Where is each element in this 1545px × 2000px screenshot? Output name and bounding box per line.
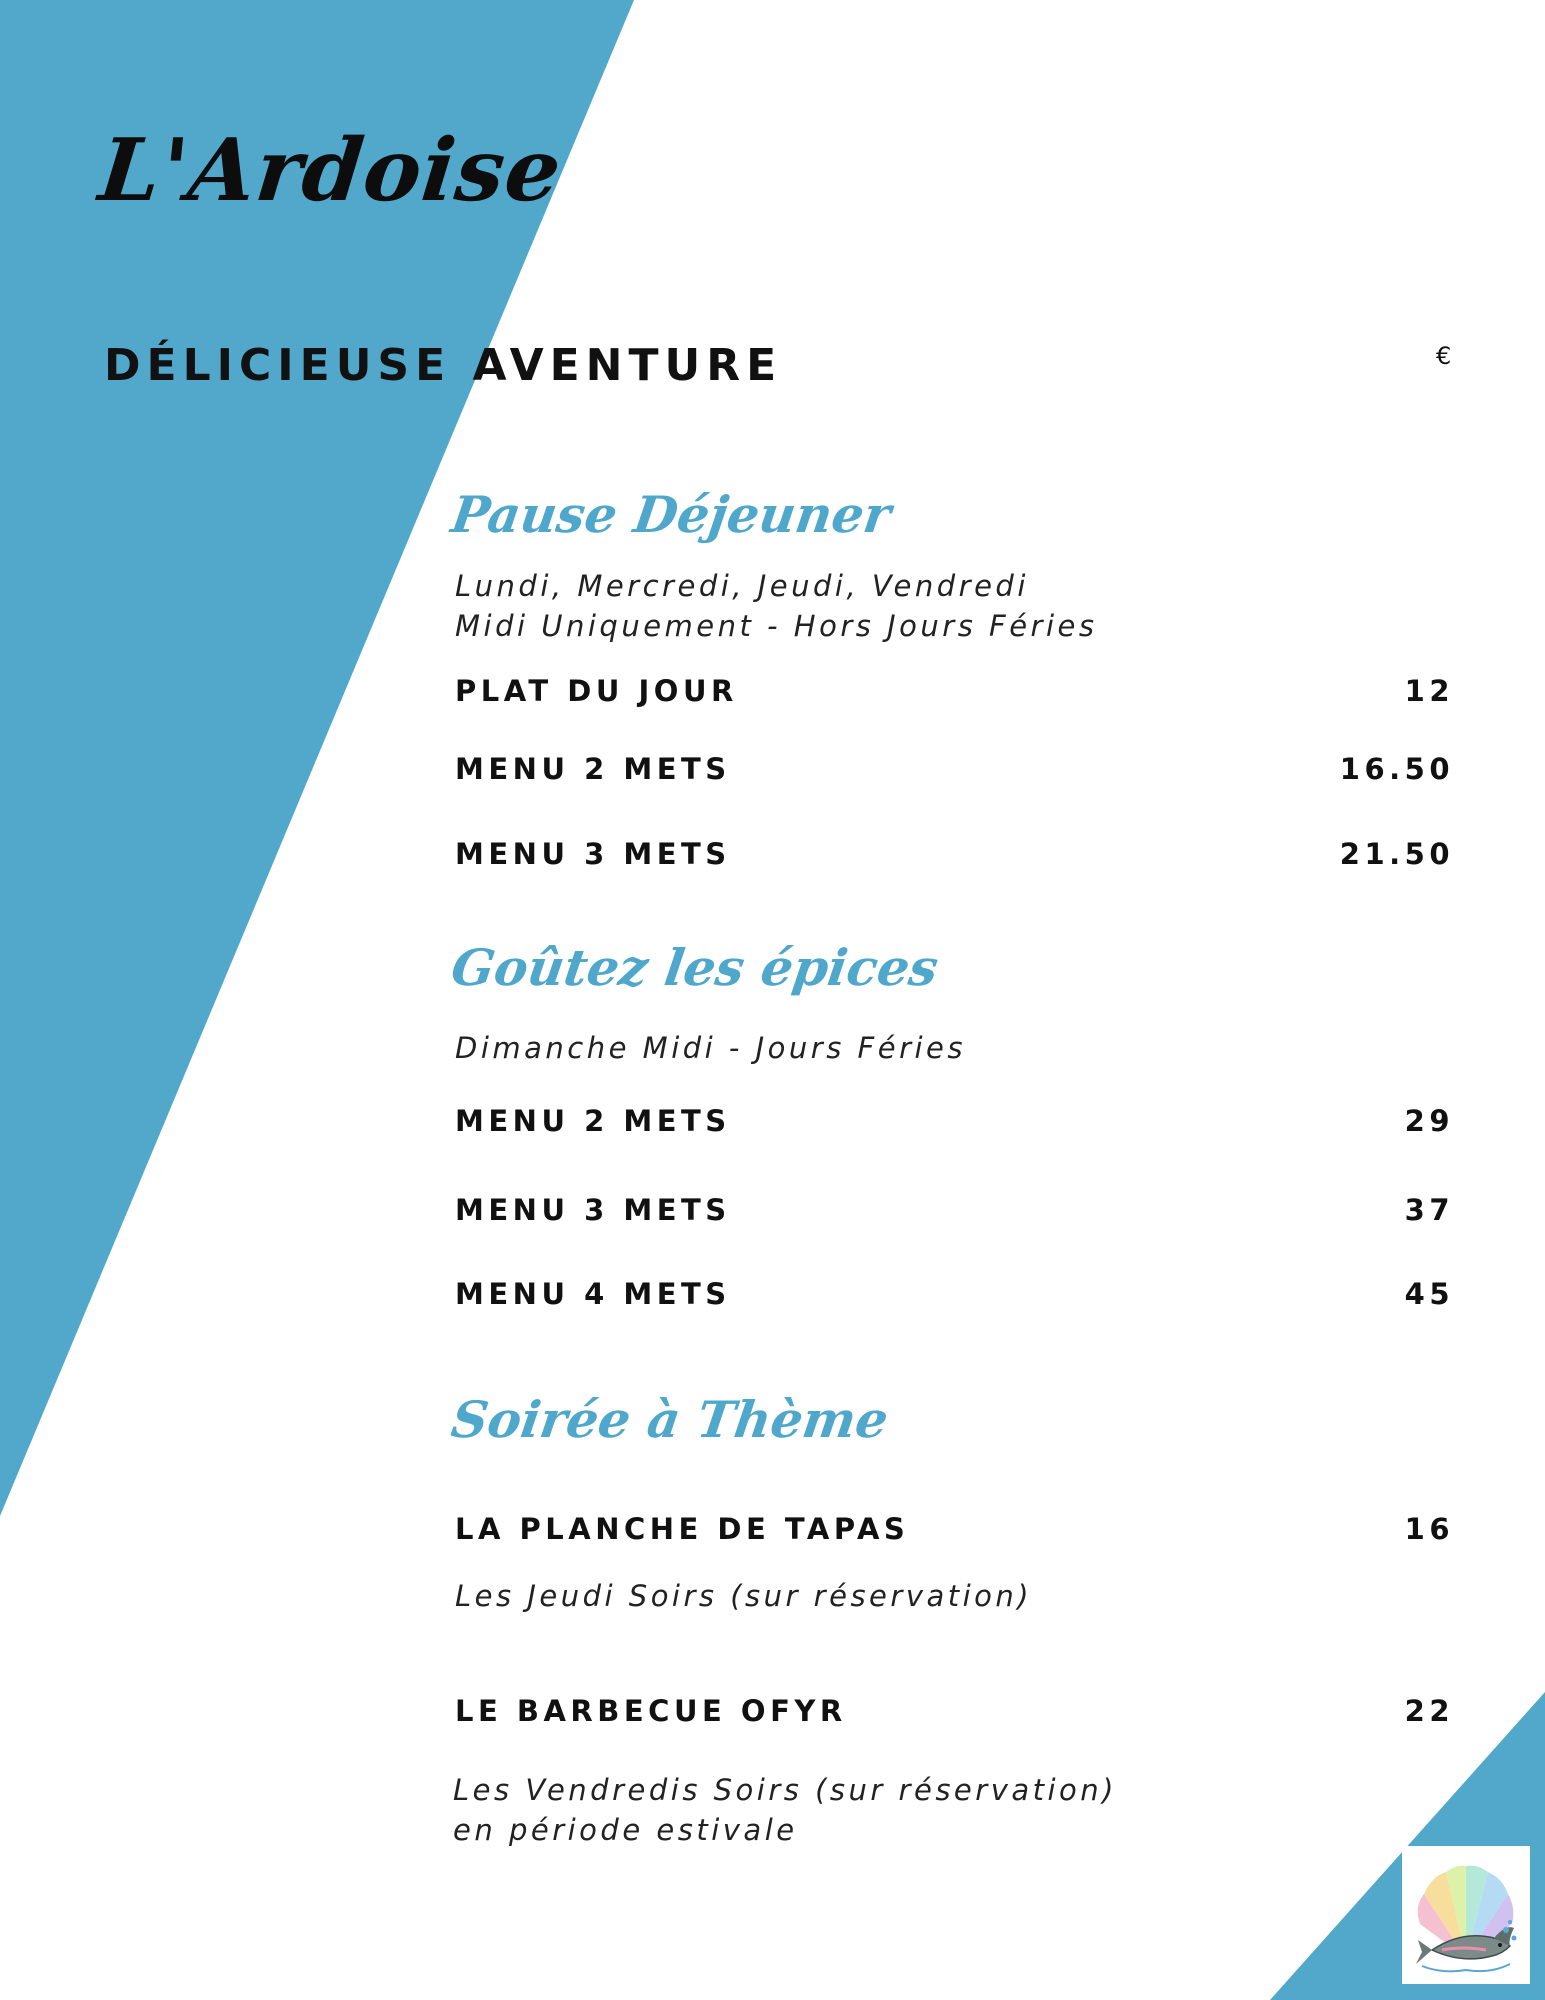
item-price: 16 [1404, 1512, 1454, 1546]
menu-item [455, 752, 1454, 786]
fish-shell-logo-icon [1402, 1846, 1530, 1984]
item-name: MENU 4 METS [455, 1277, 731, 1311]
item-note: en période estivale [453, 1813, 798, 1847]
menu-item [455, 1277, 1454, 1311]
menu-item [455, 1512, 1454, 1546]
item-name: PLAT DU JOUR [455, 674, 738, 708]
item-price: 37 [1404, 1193, 1454, 1227]
item-name: MENU 3 METS [455, 837, 731, 871]
item-price: 29 [1404, 1104, 1454, 1138]
item-name: LA PLANCHE DE TAPAS [455, 1512, 910, 1546]
item-price: 12 [1404, 674, 1454, 708]
item-name: LE BARBECUE OFYR [455, 1694, 847, 1728]
menu-item [455, 837, 1454, 871]
menu-tagline: DÉLICIEUSE AVENTURE [104, 340, 783, 391]
section-title-pause-dejeuner: Pause Déjeuner [447, 485, 895, 544]
item-price: 22 [1404, 1694, 1454, 1728]
item-price: 45 [1404, 1277, 1454, 1311]
menu-item [455, 674, 1454, 708]
item-note: Les Jeudi Soirs (sur réservation) [455, 1579, 1033, 1613]
item-price: 16.50 [1339, 752, 1454, 786]
item-name: MENU 3 METS [455, 1193, 731, 1227]
section-note: Midi Uniquement - Hors Jours Féries [455, 609, 1098, 643]
restaurant-name: L'Ardoise [94, 120, 567, 221]
item-name: MENU 2 METS [455, 752, 731, 786]
section-title-goutez-les-epices: Goûtez les épices [447, 938, 942, 997]
menu-item [455, 1104, 1454, 1138]
section-title-soiree-a-theme: Soirée à Thème [447, 1390, 892, 1449]
section-note: Lundi, Mercredi, Jeudi, Vendredi [455, 569, 1029, 603]
menu-item [455, 1193, 1454, 1227]
item-note: Les Vendredis Soirs (sur réservation) [453, 1773, 1117, 1807]
menu-item [455, 1694, 1454, 1728]
section-note: Dimanche Midi - Jours Féries [455, 1031, 966, 1065]
item-name: MENU 2 METS [455, 1104, 731, 1138]
currency-symbol: € [1436, 342, 1452, 370]
item-price: 21.50 [1339, 837, 1454, 871]
